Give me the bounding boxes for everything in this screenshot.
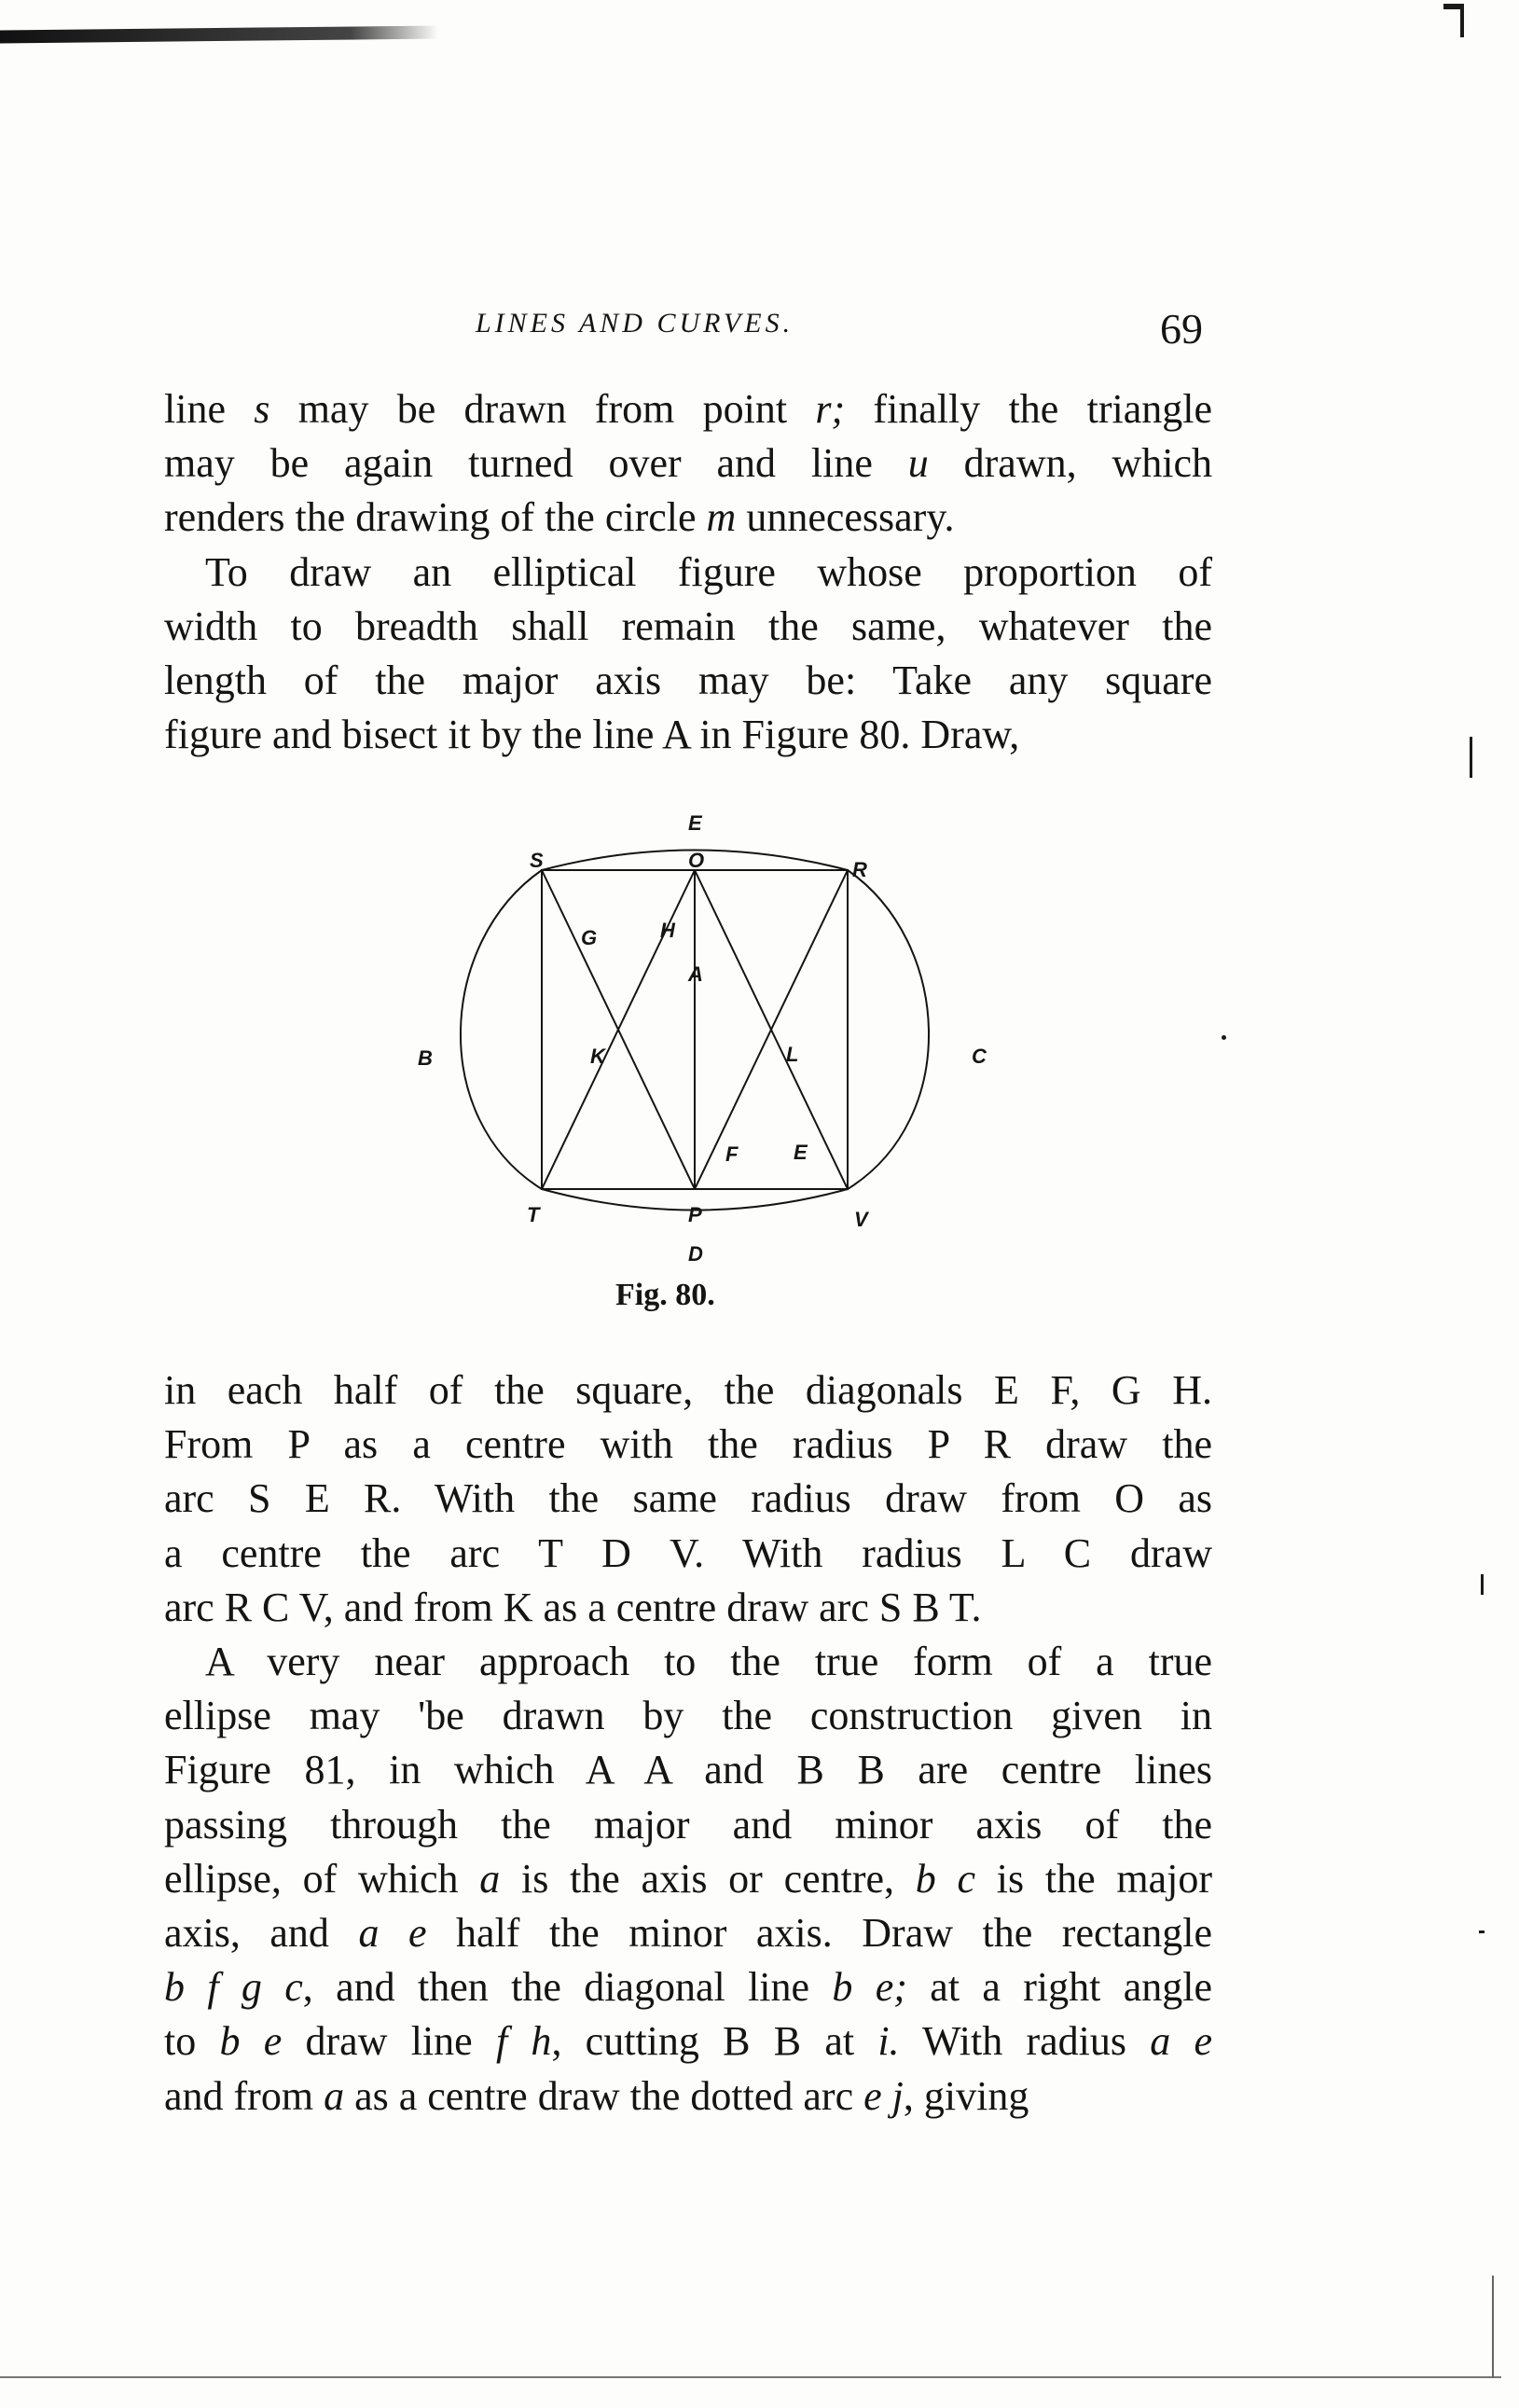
figure-80-diagram <box>392 802 1007 1268</box>
text-line <box>164 2069 1212 2124</box>
text-run: draw line <box>282 2018 496 2065</box>
italic-variable: r; <box>815 386 846 432</box>
text-run: , cutting B B at <box>551 2018 878 2065</box>
text-line <box>164 708 1212 762</box>
text-run: is the major <box>975 1855 1213 1902</box>
figure-label-K: K <box>590 1045 605 1068</box>
figure-label-O: O <box>688 849 705 872</box>
text-line <box>164 436 1212 491</box>
scan-dot-2 <box>1222 1035 1226 1040</box>
scan-edge-mark-bottom <box>0 2376 1501 2378</box>
scan-edge-mark-top-right-vertical <box>1460 4 1464 37</box>
figure-label-A: A <box>688 962 703 986</box>
italic-variable: b c <box>915 1855 976 1902</box>
figure-label-C: C <box>972 1045 987 1068</box>
italic-variable: i. <box>877 2018 900 2065</box>
text-line <box>164 1798 1212 1852</box>
figure-label-B: B <box>418 1046 433 1070</box>
text-run: A very near approach to the true form of a true <box>205 1639 1212 1685</box>
text-run: ellipse, of which <box>164 1855 480 1902</box>
italic-variable: b e; <box>832 1964 907 2011</box>
text-line <box>164 1635 1212 1689</box>
figure-label-S: S <box>530 849 544 872</box>
text-run: renders the drawing of the circle <box>164 494 707 541</box>
text-line <box>164 1581 1212 1635</box>
scan-dot-1 <box>1470 737 1472 778</box>
text-line <box>164 1852 1212 1906</box>
text-run: , giving <box>903 2072 1029 2119</box>
text-run: passing through the major and minor axis of the <box>164 1801 1212 1848</box>
italic-variable: m <box>706 494 737 541</box>
text-run: unnecessary. <box>736 494 955 541</box>
text-block-bottom <box>164 1363 1212 2124</box>
text-line <box>164 1363 1212 1418</box>
italic-variable: a <box>479 1855 501 1902</box>
text-run: drawn, which <box>928 440 1212 487</box>
figure-arc-RCV <box>848 870 929 1189</box>
text-run: as a centre draw the dotted arc <box>344 2072 864 2119</box>
text-run: axis, and <box>164 1910 359 1957</box>
italic-variable: b f g c <box>164 1964 303 2011</box>
scan-dot-4 <box>1479 1931 1484 1933</box>
figure-arc-SBT <box>461 870 542 1189</box>
figure-label-V: V <box>854 1208 868 1231</box>
text-line <box>164 1960 1212 2014</box>
text-run: arc S E R. With the same radius draw from O as <box>164 1475 1212 1522</box>
italic-variable: a e <box>358 1910 427 1957</box>
text-run: half the minor axis. Draw the rectangle <box>426 1910 1213 1957</box>
text-run: may be again turned over and line <box>164 440 908 487</box>
text-line <box>164 1527 1212 1581</box>
scan-edge-mark-right-bottom <box>1492 2276 1494 2378</box>
text-run: To draw an elliptical figure whose proportion of <box>205 548 1212 595</box>
text-line <box>164 1743 1212 1797</box>
figure-label-P: P <box>688 1203 702 1226</box>
figure-label-E-low: E <box>794 1141 808 1164</box>
scan-dot-3 <box>1481 1574 1484 1595</box>
figure-label-D: D <box>688 1242 703 1266</box>
figure-label-F: F <box>725 1142 739 1166</box>
figure-label-T: T <box>527 1203 540 1226</box>
italic-variable: e j <box>863 2072 904 2119</box>
text-run: , and then the diagonal line <box>302 1964 833 2011</box>
text-line <box>164 600 1212 654</box>
text-run: and from <box>164 2072 325 2119</box>
text-line <box>164 1472 1212 1526</box>
text-line <box>164 654 1212 708</box>
italic-variable: b e <box>219 2018 283 2065</box>
italic-variable: s <box>254 386 270 432</box>
text-run: line <box>164 386 255 432</box>
text-run: at a right angle <box>906 1964 1212 2011</box>
text-line <box>164 382 1212 436</box>
text-line <box>164 546 1212 600</box>
text-run: arc R C V, and from K as a centre draw arc S B T. <box>164 1584 982 1630</box>
figure-label-G: G <box>581 926 598 949</box>
scan-edge-mark-top-left <box>0 26 438 44</box>
figure-caption: Fig. 80. <box>615 1278 715 1312</box>
page-number: 69 <box>1160 305 1203 353</box>
italic-variable: u <box>907 440 929 487</box>
text-run: a centre the arc T D V. With radius L C draw <box>164 1529 1212 1576</box>
text-line <box>164 1418 1212 1472</box>
text-run: to <box>164 2018 220 2065</box>
text-run: in each half of the square, the diagonals E F, G H. <box>164 1367 1212 1413</box>
text-run: Figure 81, in which A A and B B are centre lines <box>164 1747 1212 1793</box>
text-run: From P as a centre with the radius P R draw the <box>164 1421 1212 1468</box>
italic-variable: a <box>324 2072 345 2119</box>
text-run: With radius <box>899 2018 1151 2065</box>
text-run: finally the triangle <box>845 386 1213 432</box>
text-run: may be drawn from point <box>269 386 816 432</box>
text-line <box>164 491 1212 545</box>
text-run: length of the major axis may be: Take any square <box>164 657 1212 704</box>
italic-variable: f h <box>495 2018 552 2065</box>
text-block-top <box>164 382 1212 762</box>
figure-label-R: R <box>852 858 867 881</box>
italic-variable: a e <box>1150 2018 1213 2065</box>
text-run: is the axis or centre, <box>500 1855 916 1902</box>
text-run: figure and bisect it by the line A in Figure 80. Draw, <box>164 712 1020 758</box>
text-line <box>164 1689 1212 1743</box>
running-header-title: LINES AND CURVES. <box>476 308 794 339</box>
text-line <box>164 2014 1212 2069</box>
text-line <box>164 1906 1212 1960</box>
text-run: width to breadth shall remain the same, whatever the <box>164 602 1212 649</box>
figure-label-H: H <box>660 919 675 942</box>
figure-label-L: L <box>786 1043 799 1066</box>
figure-label-E-top: E <box>688 811 702 835</box>
text-run: ellipse may 'be drawn by the construction given in <box>164 1693 1212 1739</box>
